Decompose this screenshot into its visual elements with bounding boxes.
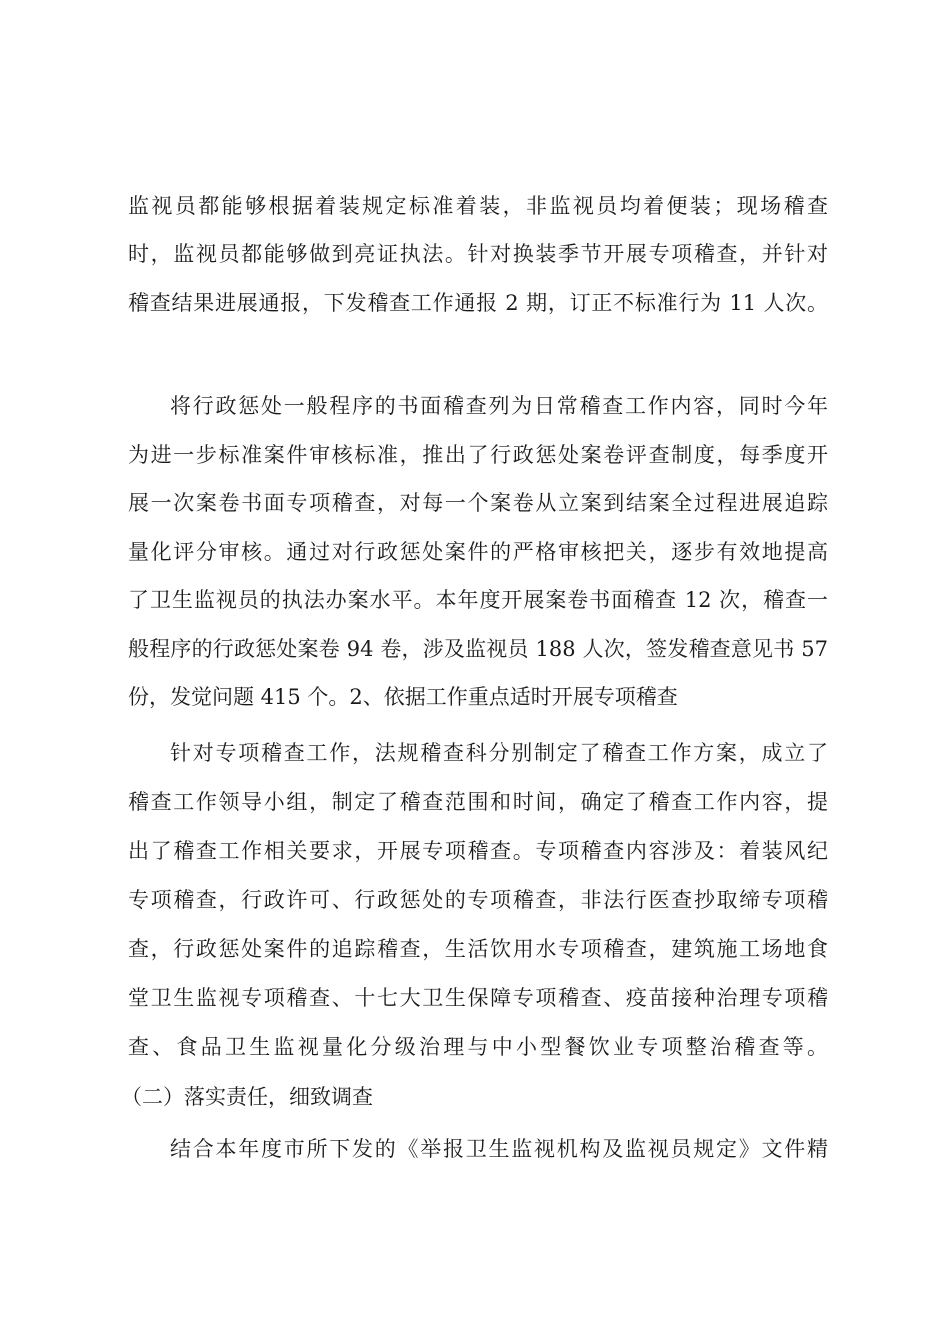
paragraph-3-line-6: 堂卫生监视专项稽查、十七大卫生保障专项稽查、疫苗接种治理专项稽 <box>128 986 828 1010</box>
paragraph-2-line-2: 为进一步标准案件审核标准，推出了行政惩处案卷评查制度，每季度开 <box>128 443 828 467</box>
paragraph-4-line-1: 结合本年度市所下发的《举报卫生监视机构及监视员规定》文件精 <box>170 1137 828 1161</box>
paragraph-3-line-3: 出了稽查工作相关要求，开展专项稽查。专项稽查内容涉及：着装风纪 <box>128 839 828 863</box>
paragraph-2-line-7: 份，发觉问题 415 个。2、依据工作重点适时开展专项稽查 <box>128 685 678 709</box>
paragraph-1-line-1: 监视员都能够根据着装规定标准着装，非监视员均着便装；现场稽查 <box>128 194 828 218</box>
paragraph-1-line-3: 稽查结果进展通报，下发稽查工作通报 2 期，订正不标准行为 11 人次。 <box>128 291 828 315</box>
paragraph-2-line-5: 了卫生监视员的执法办案水平。本年度开展案卷书面稽查 12 次，稽查一 <box>128 588 828 612</box>
section-heading: （二）落实责任，细致调查 <box>121 1085 373 1109</box>
paragraph-3-line-4: 专项稽查，行政许可、行政惩处的专项稽查，非法行医查抄取缔专项稽 <box>128 888 828 912</box>
paragraph-1-line-2: 时，监视员都能够做到亮证执法。针对换装季节开展专项稽查，并针对 <box>128 242 828 266</box>
paragraph-3-line-5: 查，行政惩处案件的追踪稽查，生活饮用水专项稽查，建筑施工场地食 <box>128 937 828 961</box>
paragraph-3-line-2: 稽查工作领导小组，制定了稽查范围和时间，确定了稽查工作内容，提 <box>128 790 828 814</box>
paragraph-3-line-7: 查、食品卫生监视量化分级治理与中小型餐饮业专项整治稽查等。 <box>128 1035 828 1059</box>
paragraph-2-line-3: 展一次案卷书面专项稽查，对每一个案卷从立案到结案全过程进展追踪 <box>128 491 828 515</box>
paragraph-2-line-1: 将行政惩处一般程序的书面稽查列为日常稽查工作内容，同时今年 <box>170 394 828 418</box>
paragraph-2-line-6: 般程序的行政惩处案卷 94 卷，涉及监视员 188 人次，签发稽查意见书 57 <box>128 637 828 661</box>
paragraph-2-line-4: 量化评分审核。通过对行政惩处案件的严格审核把关，逐步有效地提高 <box>128 540 828 564</box>
paragraph-3-line-1: 针对专项稽查工作，法规稽查科分别制定了稽查工作方案，成立了 <box>170 741 828 765</box>
